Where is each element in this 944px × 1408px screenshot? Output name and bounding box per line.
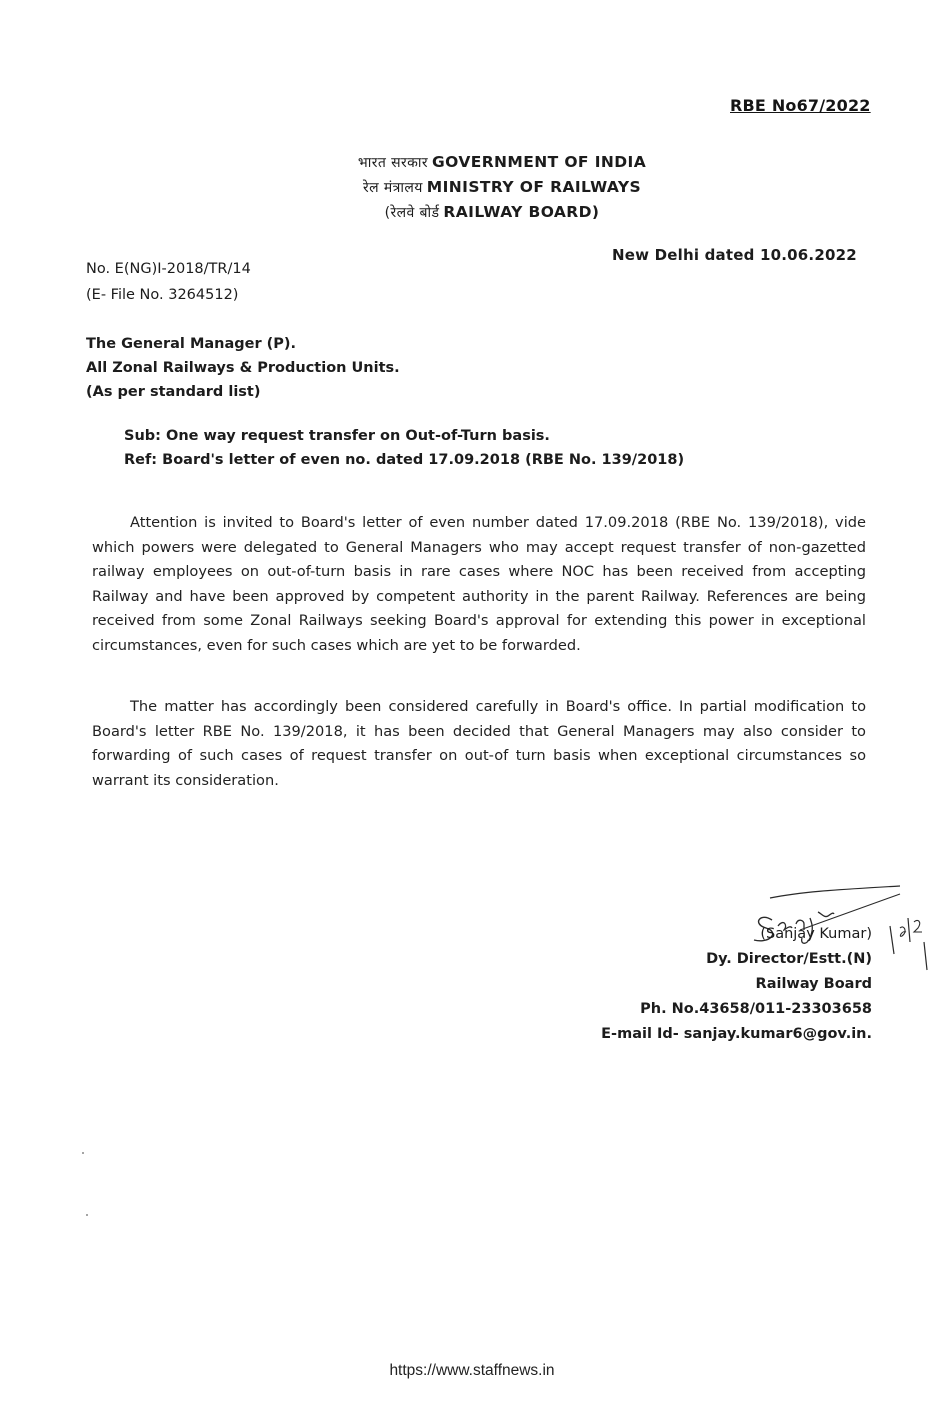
body-paragraph-1: Attention is invited to Board's letter of even number dated 17.09.2018 (RBE No. 139/2018), vide which powers were delegated to General Managers who may accept request transfer of non-gazetted railway employees on out-of-turn basis in rare cases where NOC has been received from accepting Railway and have been approved by competent authority in the parent Railway. References are being received from some Zonal Railways seeking Board's approval for extending this power in exceptional circumstances, even for such cases which are yet to be forwarded. (92, 514, 866, 654)
letterhead-government (0, 150, 944, 175)
signatory-designation: Dy. Director/Estt.(N) (706, 951, 872, 967)
signatory-email: E-mail Id- sanjay.kumar6@gov.in. (601, 1026, 872, 1042)
letterhead-board-hindi: (रेलवे बोर्ड (384, 205, 440, 221)
scan-speck (82, 1152, 84, 1154)
signature-block (601, 922, 872, 1047)
letterhead-government-english: GOVERNMENT OF INDIA (432, 153, 647, 171)
letterhead-ministry-hindi: रेल मंत्रालय (362, 180, 423, 196)
letterhead-ministry-english: MINISTRY OF RAILWAYS (426, 178, 642, 196)
signatory-office: Railway Board (755, 976, 872, 992)
signatory-phone: Ph. No.43658/011-23303658 (640, 1001, 872, 1017)
addressee-line: (As per standard list) (86, 384, 261, 400)
letterhead-ministry (0, 175, 944, 200)
letterhead-government-hindi: भारत सरकार (357, 155, 429, 171)
rbe-number: RBE No67/2022 (730, 96, 871, 115)
addressee-line: The General Manager (P). (86, 336, 297, 352)
reference-line: Ref: Board's letter of even no. dated 17.09.2018 (RBE No. 139/2018) (124, 452, 685, 468)
scan-speck (86, 1214, 88, 1216)
addressee-line: All Zonal Railways & Production Units. (86, 360, 400, 376)
subject-block (124, 424, 684, 472)
signatory-name: (Sanjay Kumar) (760, 926, 872, 942)
letterhead-board (0, 200, 944, 225)
footer-url: https://www.staffnews.in (389, 1362, 555, 1379)
letterhead-board-english: RAILWAY BOARD) (443, 203, 600, 221)
letterhead (0, 150, 944, 225)
efile-number: (E- File No. 3264512) (86, 287, 239, 303)
place-date: New Delhi dated 10.06.2022 (612, 246, 857, 264)
subject-line: Sub: One way request transfer on Out-of-Turn basis. (124, 428, 550, 444)
body-paragraph-2: The matter has accordingly been considered carefully in Board's office. In partial modification to Board's letter RBE No. 139/2018, it has been decided that General Managers may also consider to forwarding of such cases of request transfer on out-of turn basis when exceptional circumstances so warrant its consideration. (92, 698, 866, 789)
addressee-block (86, 332, 400, 404)
file-reference (86, 256, 251, 308)
reference-number: No. E(NG)I-2018/TR/14 (86, 261, 251, 277)
